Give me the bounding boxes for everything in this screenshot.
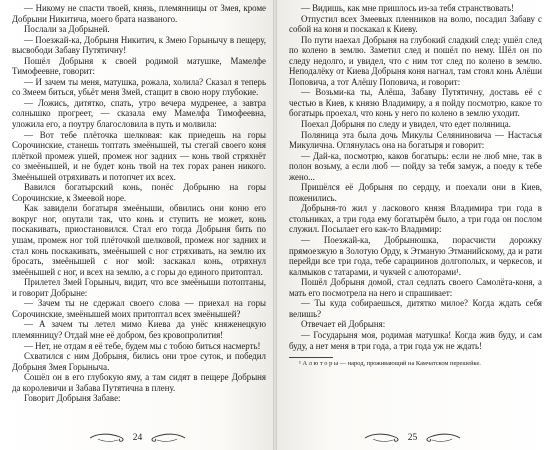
paragraph: — Зачем ты не сдержал своего слова — приехал на горы Сорочинские, змеёнышей моих притоптал всех змеёнышей? [12, 298, 266, 319]
page-number-right: 25 [407, 433, 418, 443]
paragraph: — А зачем ты летел мимо Киева да унёс княженецкую племянницу? Отдай мне её добром, без кровопролития! [12, 319, 266, 340]
right-folio [275, 430, 550, 446]
left-page-text [12, 3, 266, 404]
paragraph: — Ты куда собираешься, дитятко милое? Когда ждать себя велишь? [289, 298, 542, 319]
paragraph: Схватился с ним Добрыня, бились они трое суток, и победил Добрыня Змея Горыныча. [12, 351, 266, 372]
left-folio [0, 430, 275, 446]
paragraph: Отпустил всех Змеевых пленников на волю, посадил Забаву с собой на коня и поскакал к Киеву. [289, 13, 542, 35]
folio-ornament-left-icon [363, 432, 403, 444]
right-page-text [289, 3, 542, 351]
paragraph: Поехал Добрыня по следу и увидел, что едет поляница. [301, 119, 511, 130]
paragraph: — Видишь, как мне пришлось из-за тебя странствовать! [301, 3, 514, 13]
folio-ornament-right-icon [147, 432, 187, 444]
paragraph: По пути наехал Добрыня на глубокий сладкий след: ушёл след по колено в землю. Заметил след и пошёл по нему. Шёл он по следу недолго, и увидел, что с ним тот след по колено в землю. Неподалёку от Киева Добрыня коня нагнал, там стоял конь Алёши Поповича, а тот Алёшу Поповича, и говорит: [289, 34, 542, 87]
book-gutter [273, 0, 277, 450]
paragraph: Вавился богатырский конь, понёс Добрыню на горы Сорочинские, к Змеевой норе. [12, 182, 266, 203]
paragraph: — Ложись, дитятко, спать, утро вечера мудренее, а завтра солнышко прогреет, — сказала ему Мамелфа Тимофеевна, уложила его, а поутру благословила в путь и молвила: [12, 97, 266, 130]
paragraph: — Дай-ка, посмотрю, каков богатырь: если не люб мне, так в полон возьму, а если люб — пойду за тебя замуж, а поеду к тебе жено... [289, 150, 542, 182]
paragraph: Сошёл он в его глубокую яму, а там сидят в пещере Добрыня да королевичи и Забава Путятична в плену. [12, 372, 266, 393]
paragraph: Отвечает ей Добрыня: [301, 319, 386, 330]
footnote: ¹ А л ю т о р ы — народ, проживающий на Камчатском перешейке. [299, 360, 481, 368]
paragraph: Как завидели богатыря змеёныши, обвились они коню его вокруг ног, опутали так, что конь и ступить не может, конь поскакивать, приостановился. Стал его тогда Добрыня бить по ушам, промеж ног той плёточкой шелковой, промеж ног задних и стал конь поскакивать, змеёнышей с ног стряхивать, на землю их бросать, змеёнышей с ног мой: заскакал конь, отряхнул змеёнышей с ног, и всех на землю, а с горы до единого притоптал. [12, 203, 266, 277]
paragraph: Пришёлся её Добрыня по сердцу, и поехали они в Киев, поженились. [289, 182, 542, 203]
paragraph: — Возьми-ка ты, Алёша, Забаву Путятичну, доставь её с честью в Киев, к князю Владимиру, а я пойду посмотрю, какое то богатырь проехал, что конь у него по колено в землю уходит. [289, 87, 542, 119]
paragraph: — Вот тебе плёточка шелковая: как приедешь на горы Сорочинские, станешь топтать змеёнышей, ты стегай своего коня плёткой промеж ушей, промеж ног задних — конь твой стряхнёт со змеёнышей, и не будет конь твой на тех горах ранен никого. Змеёнышей отряхивать и потопчет их всех. [12, 129, 266, 182]
paragraph: — Поезжай-ка, Добрынюшка, порасчисти дорожку прямоезжую в Золотую Орду, к Этманую Этманийскому, да и рати перейди все три года, тебе сарациинов долгополых, и черкесов, и калмыков с татарами, и чукчей с алюторами¹. [289, 235, 542, 277]
page-number-left: 24 [132, 433, 143, 443]
paragraph: Прилетел Змей Горыныч, видит, что все змеёныши потоптаны, и говорит Добрыне: [12, 277, 266, 298]
footnote-divider [289, 357, 333, 358]
folio-ornament-right-icon [422, 432, 462, 444]
paragraph: Пошёл Добрыня домой, стал седлать своего Самолёта-коня, а мать его посмотрела на него и спрашивает: [289, 277, 542, 298]
paragraph: Добрыня-то жил у ласкового князя Владимира три года в стольниках, а три года ему богатырём было, а три года он послом служил. Посылает его как-то Владимир: [289, 203, 542, 235]
paragraph: — Никому не спасти твоей, князь, племянницы от Змея, кроме Добрыни Никитича, моего брата названого. [12, 3, 266, 24]
paragraph: — Государыня моя, родимая матушка! Когда жив буду, и сам буду, а нет меня в три года, а три года уж не ждать! [289, 329, 542, 351]
paragraph: Поляница эта была дочь Микулы Селяниновича — Настасья Микулична. Оглянулась она на богатыря и говорит: [289, 129, 542, 151]
paragraph: — Нет, не отдам я её тебе, будем мы с тобою биться насмерть! [24, 340, 261, 351]
paragraph: Послали за Добрыней. [24, 24, 110, 35]
paragraph: Говорит Добрыня Забаве: [24, 393, 121, 404]
paragraph: — Поезжай-ка, Добрыня Никитич, к Змею Горынычу в пещеру, высвободи Забаву Путятичну! [12, 34, 266, 56]
paragraph: — И зачем ты меня, матушка, рожала, холила? Сказал я теперь со Змеем биться, убьёт меня Змей, стащит в свою нору глубокие. [12, 76, 266, 98]
folio-ornament-left-icon [88, 432, 128, 444]
right-page [275, 0, 550, 450]
paragraph: Пошёл Добрыня к своей родимой матушке, Мамелфе Тимофеевне, говорит: [12, 55, 266, 77]
